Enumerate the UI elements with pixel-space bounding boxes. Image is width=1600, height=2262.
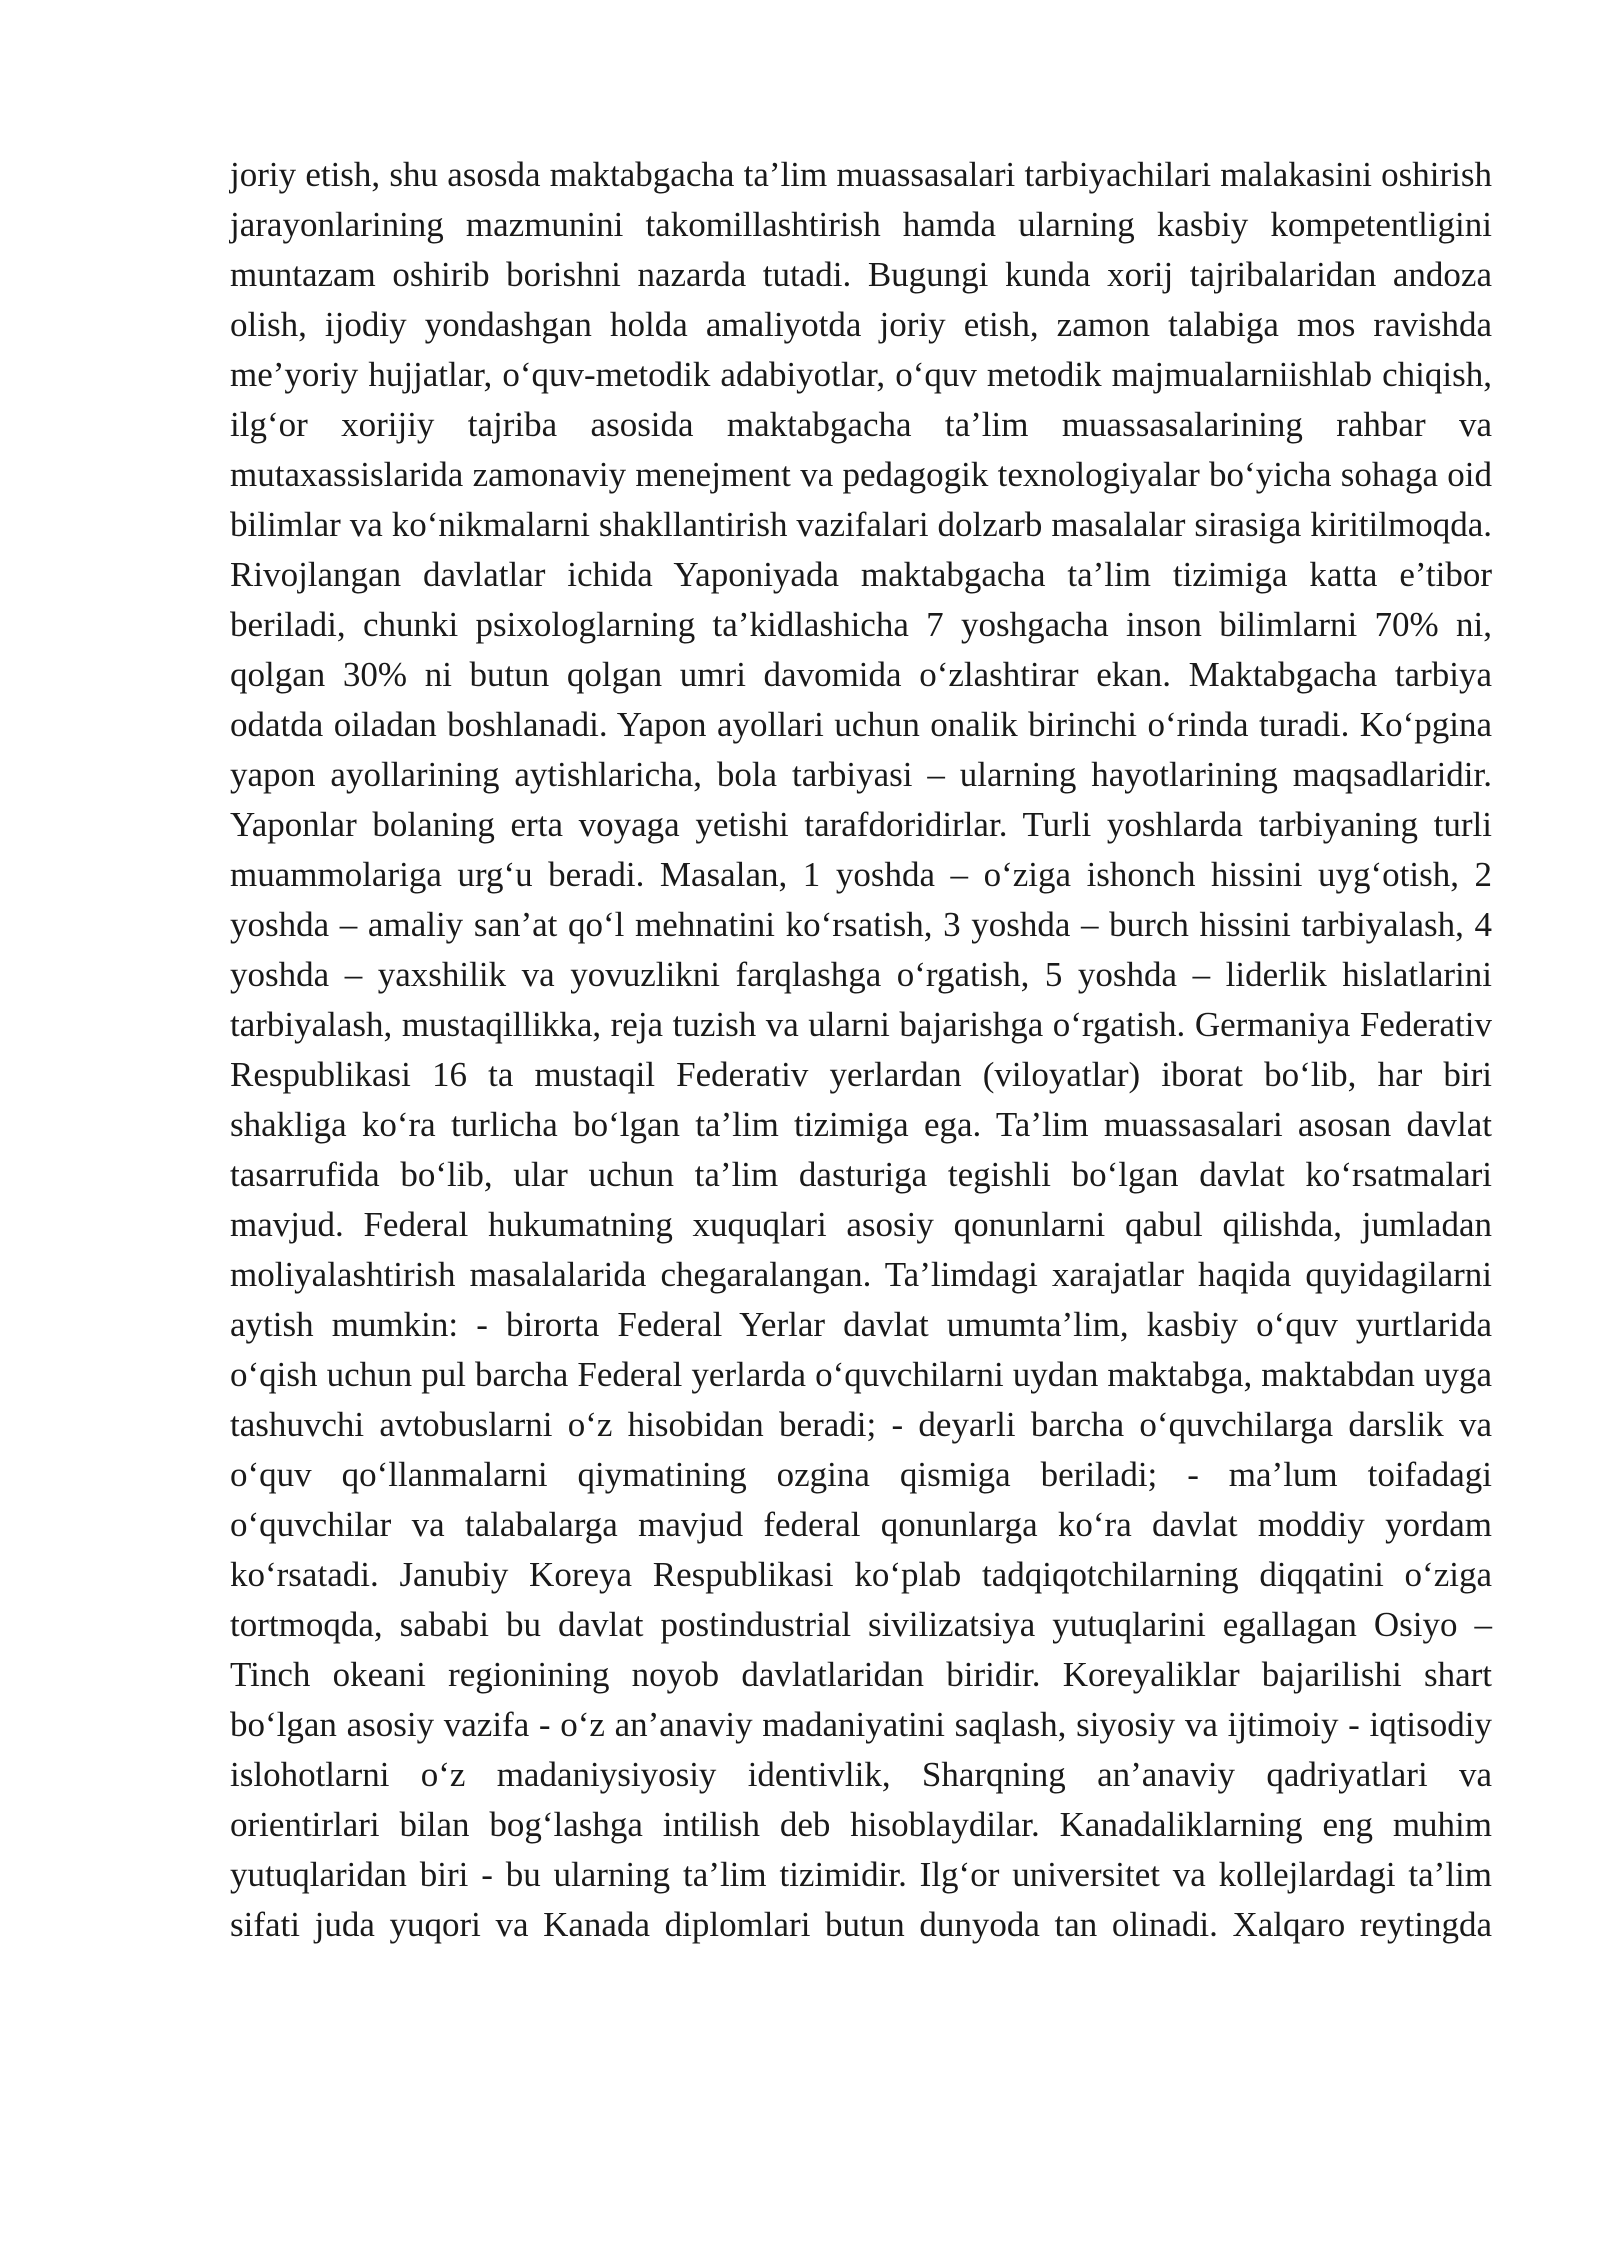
body-paragraph: joriy etish, shu asosda maktabgacha ta’lim muassasalari tarbiyachilari malakasini oshirish jarayonlarining mazmunini takomillashtirish hamda ularning kasbiy kompetentligini muntazam oshirib borishni nazarda tutadi. Bugungi kunda xorij tajribalaridan andoza olish, ijodiy yondashgan holda amaliyotda joriy etish, zamon talabiga mos ravishda me’yoriy hujjatlar, o‘quv-metodik adabiyotlar, o‘quv metodik majmualarniishlab chiqish, ilg‘or xorijiy tajriba asosida maktabgacha ta’lim muassasalarining rahbar va mutaxassislarida zamonaviy menejment va pedagogik texnologiyalar bo‘yicha sohaga oid bilimlar va ko‘nikmalarni shakllantirish vazifalari dolzarb masalalar sirasiga kiritilmoqda. Rivojlangan davlatlar ichida Yaponiyada maktabgacha ta’lim tizimiga katta e’tibor beriladi, chunki psixologlarning ta’kidlashicha 7 yoshgacha inson bilimlarni 70% ni, qolgan 30% ni butun qolgan umri davomida o‘zlashtirar ekan. Maktabgacha tarbiya odatda oiladan boshlanadi. Yapon ayollari uchun onalik birinchi o‘rinda turadi. Ko‘pgina yapon ayollarining aytishlaricha, bola tarbiyasi – ularning hayotlarining maqsadlaridir. Yaponlar bolaning erta voyaga yetishi tarafdoridirlar. Turli yoshlarda tarbiyaning turli muammolariga urg‘u beradi. Masalan, 1 yoshda – o‘ziga ishonch hissini uyg‘otish, 2 yoshda – amaliy san’at qo‘l mehnatini ko‘rsatish, 3 yoshda – burch hissini tarbiyalash, 4 yoshda – yaxshilik va yovuzlikni farqlashga o‘rgatish, 5 yoshda – liderlik hislatlarini tarbiyalash, mustaqillikka, reja tuzish va ularni bajarishga o‘rgatish. Germaniya Federativ Respublikasi 16 ta mustaqil Federativ yerlardan (viloyatlar) iborat bo‘lib, har biri shakliga ko‘ra turlicha bo‘lgan ta’lim tizimiga ega. Ta’lim muassasalari asosan davlat tasarrufida bo‘lib, ular uchun ta’lim dasturiga tegishli bo‘lgan davlat ko‘rsatmalari mavjud. Federal hukumatning xuquqlari asosiy qonunlarni qabul qilishda, jumladan moliyalashtirish masalalarida chegaralangan. Ta’limdagi xarajatlar haqida quyidagilarni aytish mumkin: - birorta Federal Yerlar davlat umumta’lim, kasbiy o‘quv yurtlarida o‘qish uchun pul barcha Federal yerlarda o‘quvchilarni uydan maktabga, maktabdan uyga tashuvchi avtobuslarni o‘z hisobidan beradi; - deyarli barcha o‘quvchilarga darslik va o‘quv qo‘llanmalarni qiymatining ozgina qismiga beriladi; - ma’lum toifadagi o‘quvchilar va talabalarga mavjud federal qonunlarga ko‘ra davlat moddiy yordam ko‘rsatadi. Janubiy Koreya Respublikasi ko‘plab tadqiqotchilarning diqqatini o‘ziga tortmoqda, sababi bu davlat postindustrial sivilizatsiya yutuqlarini egallagan Osiyo – Tinch okeani regionining noyob davlatlaridan biridir. Koreyaliklar bajarilishi shart bo‘lgan asosiy vazifa - o‘z an’anaviy madaniyatini saqlash, siyosiy va ijtimoiy - iqtisodiy islohotlarni o‘z madaniysiyosiy identivlik, Sharqning an’anaviy qadriyatlari va orientirlari bilan bog‘lashga intilish deb hisoblaydilar. Kanadaliklarning eng muhim yutuqlaridan biri - bu ularning ta’lim tizimidir. Ilg‘or universitet va kollejlardagi ta’lim sifati juda yuqori va Kanada diplomlari butun dunyoda tan olinadi. Xalqaro reytingda: [230, 155, 1492, 1944]
